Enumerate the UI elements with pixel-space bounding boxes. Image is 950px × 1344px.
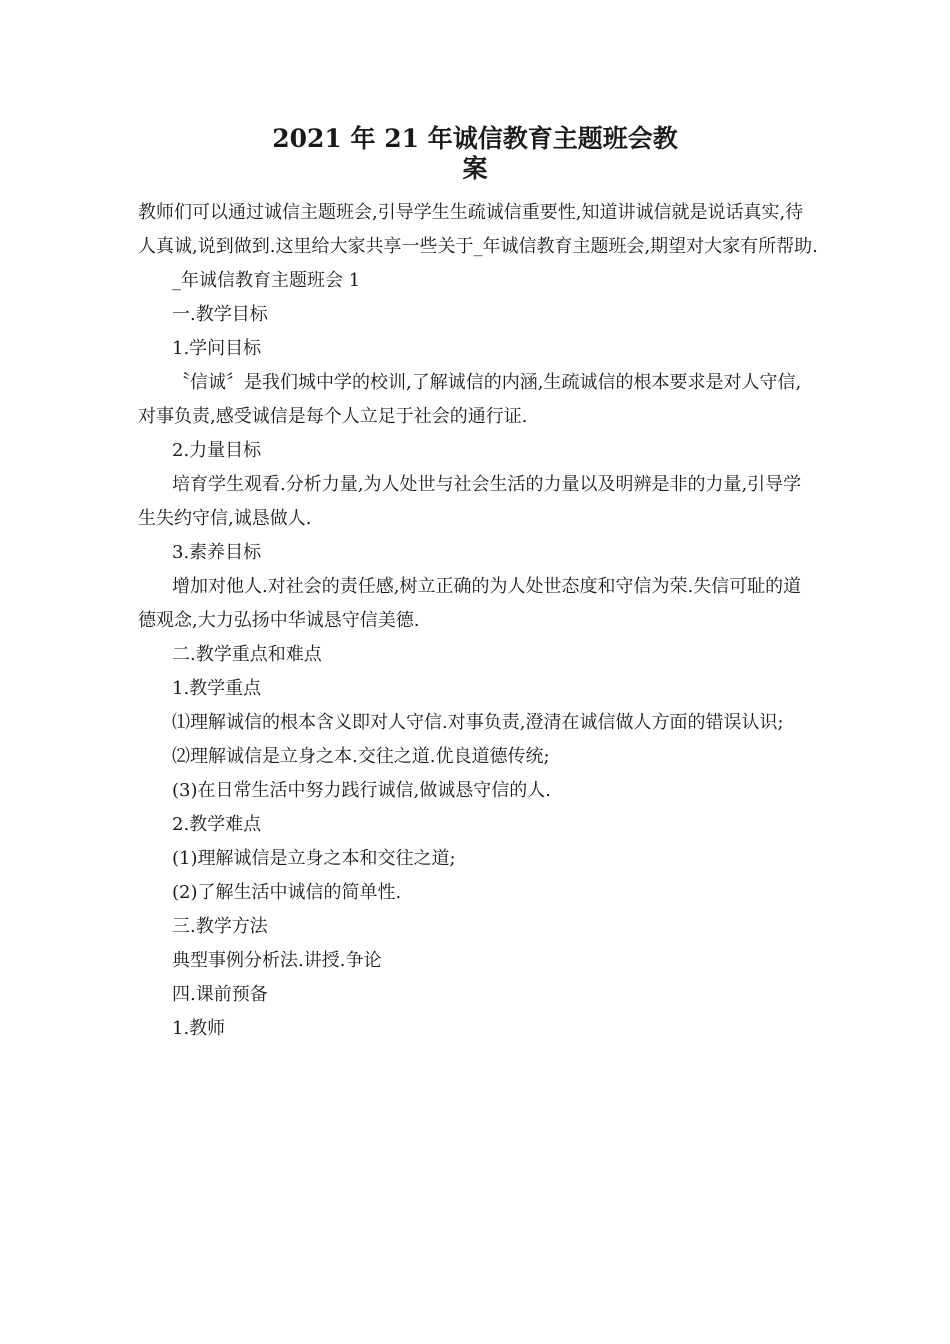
- subsection-heading: 3.素养目标: [172, 542, 262, 563]
- paragraph: _年诚信教育主题班会 1: [172, 270, 361, 291]
- section-heading: 三.教学方法: [172, 916, 268, 937]
- document-title: [138, 124, 812, 184]
- section-heading: 二.教学重点和难点: [172, 644, 322, 665]
- list-item: (2)了解生活中诚信的简单性.: [172, 882, 402, 903]
- subsection-heading: 1.教师: [172, 1018, 226, 1039]
- paragraph: 典型事例分析法.讲授.争论: [172, 950, 382, 971]
- paragraph: 教师们可以通过诚信主题班会,引导学生生疏诚信重要性,知道讲诚信就是说话真实,待人真诚,说到做到.这里给大家共享一些关于_年诚信教育主题班会,期望对大家有所帮助.: [138, 202, 818, 257]
- subsection-heading: 2.力量目标: [172, 440, 262, 461]
- title-line-2: 案: [462, 154, 488, 183]
- subsection-heading: 1.教学重点: [172, 678, 262, 699]
- paragraph: 培育学生观看.分析力量,为人处世与社会生活的力量以及明辨是非的力量,引导学生失约守信,诚恳做人.: [138, 474, 802, 529]
- list-item: ⑴理解诚信的根本含义即对人守信.对事负责,澄清在诚信做人方面的错误认识;: [172, 712, 784, 733]
- title-line-1: 2021 年 21 年诚信教育主题班会教: [272, 124, 678, 153]
- list-item: (3)在日常生活中努力践行诚信,做诚恳守信的人.: [172, 780, 551, 801]
- paragraph: 增加对他人.对社会的责任感,树立正确的为人处世态度和守信为荣.失信可耻的道德观念,大力弘扬中华诚恳守信美德.: [138, 576, 802, 631]
- subsection-heading: 1.学问目标: [172, 338, 262, 359]
- subsection-heading: 2.教学难点: [172, 814, 262, 835]
- section-heading: 一.教学目标: [172, 304, 268, 325]
- list-item: ⑵理解诚信是立身之本.交往之道.优良道德传统;: [172, 746, 550, 767]
- document-body: [138, 196, 818, 1046]
- list-item: (1)理解诚信是立身之本和交往之道;: [172, 848, 456, 869]
- section-heading: 四.课前预备: [172, 984, 268, 1005]
- paragraph: 〝信诚〞是我们城中学的校训,了解诚信的内涵,生疏诚信的根本要求是对人守信,对事负责,感受诚信是每个人立足于社会的通行证.: [138, 372, 802, 427]
